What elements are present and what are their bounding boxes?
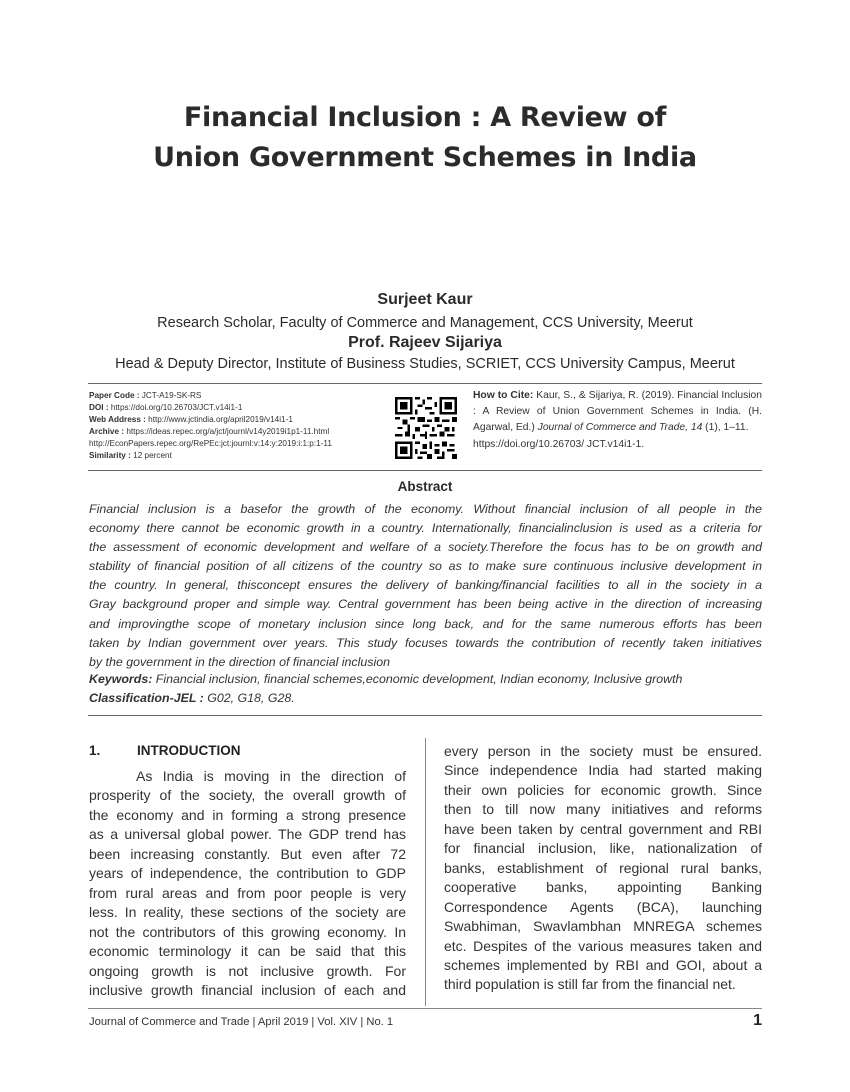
meta-bottom-rule [88,470,762,471]
body-line: from rural areas and from poor people is very [89,884,406,901]
section-title: INTRODUCTION [137,743,241,758]
abstract-line: the country. In general, thisconcept ensures the delivery of banking/financial facilities to all in the society in a [89,578,762,593]
abstract-line: stability of financial position of all citizens of the country so as to make sure continuous inclusive development in [89,559,762,574]
jel-classification [89,689,762,708]
body-line: not the contributors of this growing economy. In [89,923,406,940]
web-address-label: Web Address : [89,415,146,425]
paper-code-value: JCT-A19-SK-RS [139,391,202,400]
section-number: 1. [89,743,101,758]
doi-row [89,402,379,414]
body-line: years of independence, the contribution to GDP [89,865,406,882]
paper-code-label: Paper Code : [89,391,140,400]
doi-link[interactable]: https://doi.org/10.26703/JCT.v14i1-1 [108,403,243,413]
citation-doi-link[interactable]: https://doi.org/10.26703/ JCT.v14i1-1. [473,438,645,450]
keywords-value: Financial inclusion, financial schemes,economic development, Indian economy, Inclusive growth [152,672,683,686]
archive-econpapers-link[interactable]: http://EconPapers.repec.org/RePEc:jct:journl:v:14:y:2019:i:1:p:1-11 [89,439,332,449]
abstract-line: by the government in the direction of financial inclusion [89,654,390,669]
body-line: Correspondence Agents (BCA), launching [444,898,762,915]
how-to-cite-label: How to Cite: [473,390,534,401]
paper-meta [89,390,379,463]
body-line: economic terminology it can be said that this [89,943,406,960]
author-affiliation-1: Research Scholar, Faculty of Commerce and Management, CCS University, Meerut [157,315,693,331]
body-line: then to till now many initiatives and reforms [444,801,762,818]
citation-text: Kaur, S., & Sijariya, R. (2019). Financial Inclusion : A Review of Union Government Schemes in India. (H. Agarwal, Ed.) [473,390,763,434]
body-line: as a universal global power. The GDP trend has [89,826,406,843]
author-name-1: Surjeet Kaur [377,291,473,308]
paper-code-row [89,390,379,402]
body-line: etc. Despites of the various measures taken and [444,937,762,954]
archive-row [89,426,379,438]
abstract-line: economy there cannot be economic growth in a country. Internationally, financialinclusion is used as a criteria for [89,521,762,536]
body-line: Since independence India had started making [444,762,762,779]
body-line: third population is still far from the financial net. [444,976,736,993]
abstract-line: the assessment of economic development and welfare of a society.Therefore the focus has to be on growth and [89,540,762,555]
abstract-line: Gray background proper and simple way. Central government has been being active in the direction of increasing [89,597,762,612]
jel-value: G02, G18, G28. [203,691,295,705]
body-line: their own policies for economic growth. Since [444,781,762,798]
footer-journal-info: Journal of Commerce and Trade | April 2019 | Vol. XIV | No. 1 [89,1016,394,1028]
similarity-row [89,450,379,462]
meta-top-rule [88,383,762,384]
body-line: As India is moving in the direction of [136,768,406,784]
body-line: less. In reality, these sections of the society are [89,904,406,921]
abstract-line: Financial inclusion is a basefor the growth of the economy. Without financial inclusion of all people in the [89,502,762,516]
body-line: for financial inclusion, like, nationalization of [444,840,762,857]
body-line: banks, establishment of regional rural banks, [444,859,762,876]
body-line: Swabhiman, Swavlambhan MNREGA schemes [444,918,762,935]
keywords-label: Keywords: [89,672,153,686]
similarity-label: Similarity : [89,451,131,461]
paper-title-line-1: Financial Inclusion : A Review of [183,102,667,133]
body-line: have been taken by central government and RBI [444,820,762,837]
abstract-body [89,500,762,672]
body-line: ongoing growth is not inclusive growth. For [89,962,406,979]
keywords [89,670,762,689]
citation-journal: Journal of Commerce and Trade, 14 [537,422,703,434]
body-line: every person in the society must be ensured. [444,743,762,759]
author-affiliation-2: Head & Deputy Director, Institute of Business Studies, SCRIET, CCS University Campus, Meerut [115,356,735,372]
left-column [89,767,406,1000]
abstract-bottom-rule [88,715,762,716]
qr-code-icon[interactable] [395,397,457,459]
body-line: cooperative banks, appointing Banking [444,879,762,896]
web-address-row [89,414,379,426]
author-name-2: Prof. Rajeev Sijariya [348,334,502,351]
body-line: inclusive growth financial inclusion of each and [89,981,406,998]
archive-label: Archive : [89,427,125,437]
body-line: schemes implemented by RBI and GOI, about a [444,956,762,973]
right-column [444,742,762,995]
footer-rule [88,1008,762,1009]
paper-title-line-2: Union Government Schemes in India [153,142,697,173]
abstract-line: taken by Indian government over years. This study focuses towards the contribution of recently taken initiatives [89,635,762,650]
abstract-heading: Abstract [397,479,453,494]
page-number: 1 [753,1012,762,1029]
web-address-link[interactable]: http://www.jctindia.org/april2019/v14i1-1 [145,415,293,425]
archive-link[interactable]: https://ideas.repec.org/a/jct/journl/v14y2019i1p1-11.html [124,427,330,437]
abstract-line: and improvingthe scope of monetary inclusion since long back, and for the same numerous efforts has been [89,616,762,631]
paper-title [0,98,850,178]
doi-label: DOI : [89,403,109,413]
similarity-value: 12 percent [130,451,172,461]
body-line: been increasing constantly. But even after 72 [89,845,406,862]
citation-issue: (1), 1–11. [702,422,749,434]
column-divider [425,738,426,1006]
body-line: prosperity of the society, the overall growth of [89,787,406,804]
how-to-cite [473,388,762,453]
body-line: the economy and in forming a strong presence [89,806,406,823]
jel-label: Classification-JEL : [89,691,204,705]
